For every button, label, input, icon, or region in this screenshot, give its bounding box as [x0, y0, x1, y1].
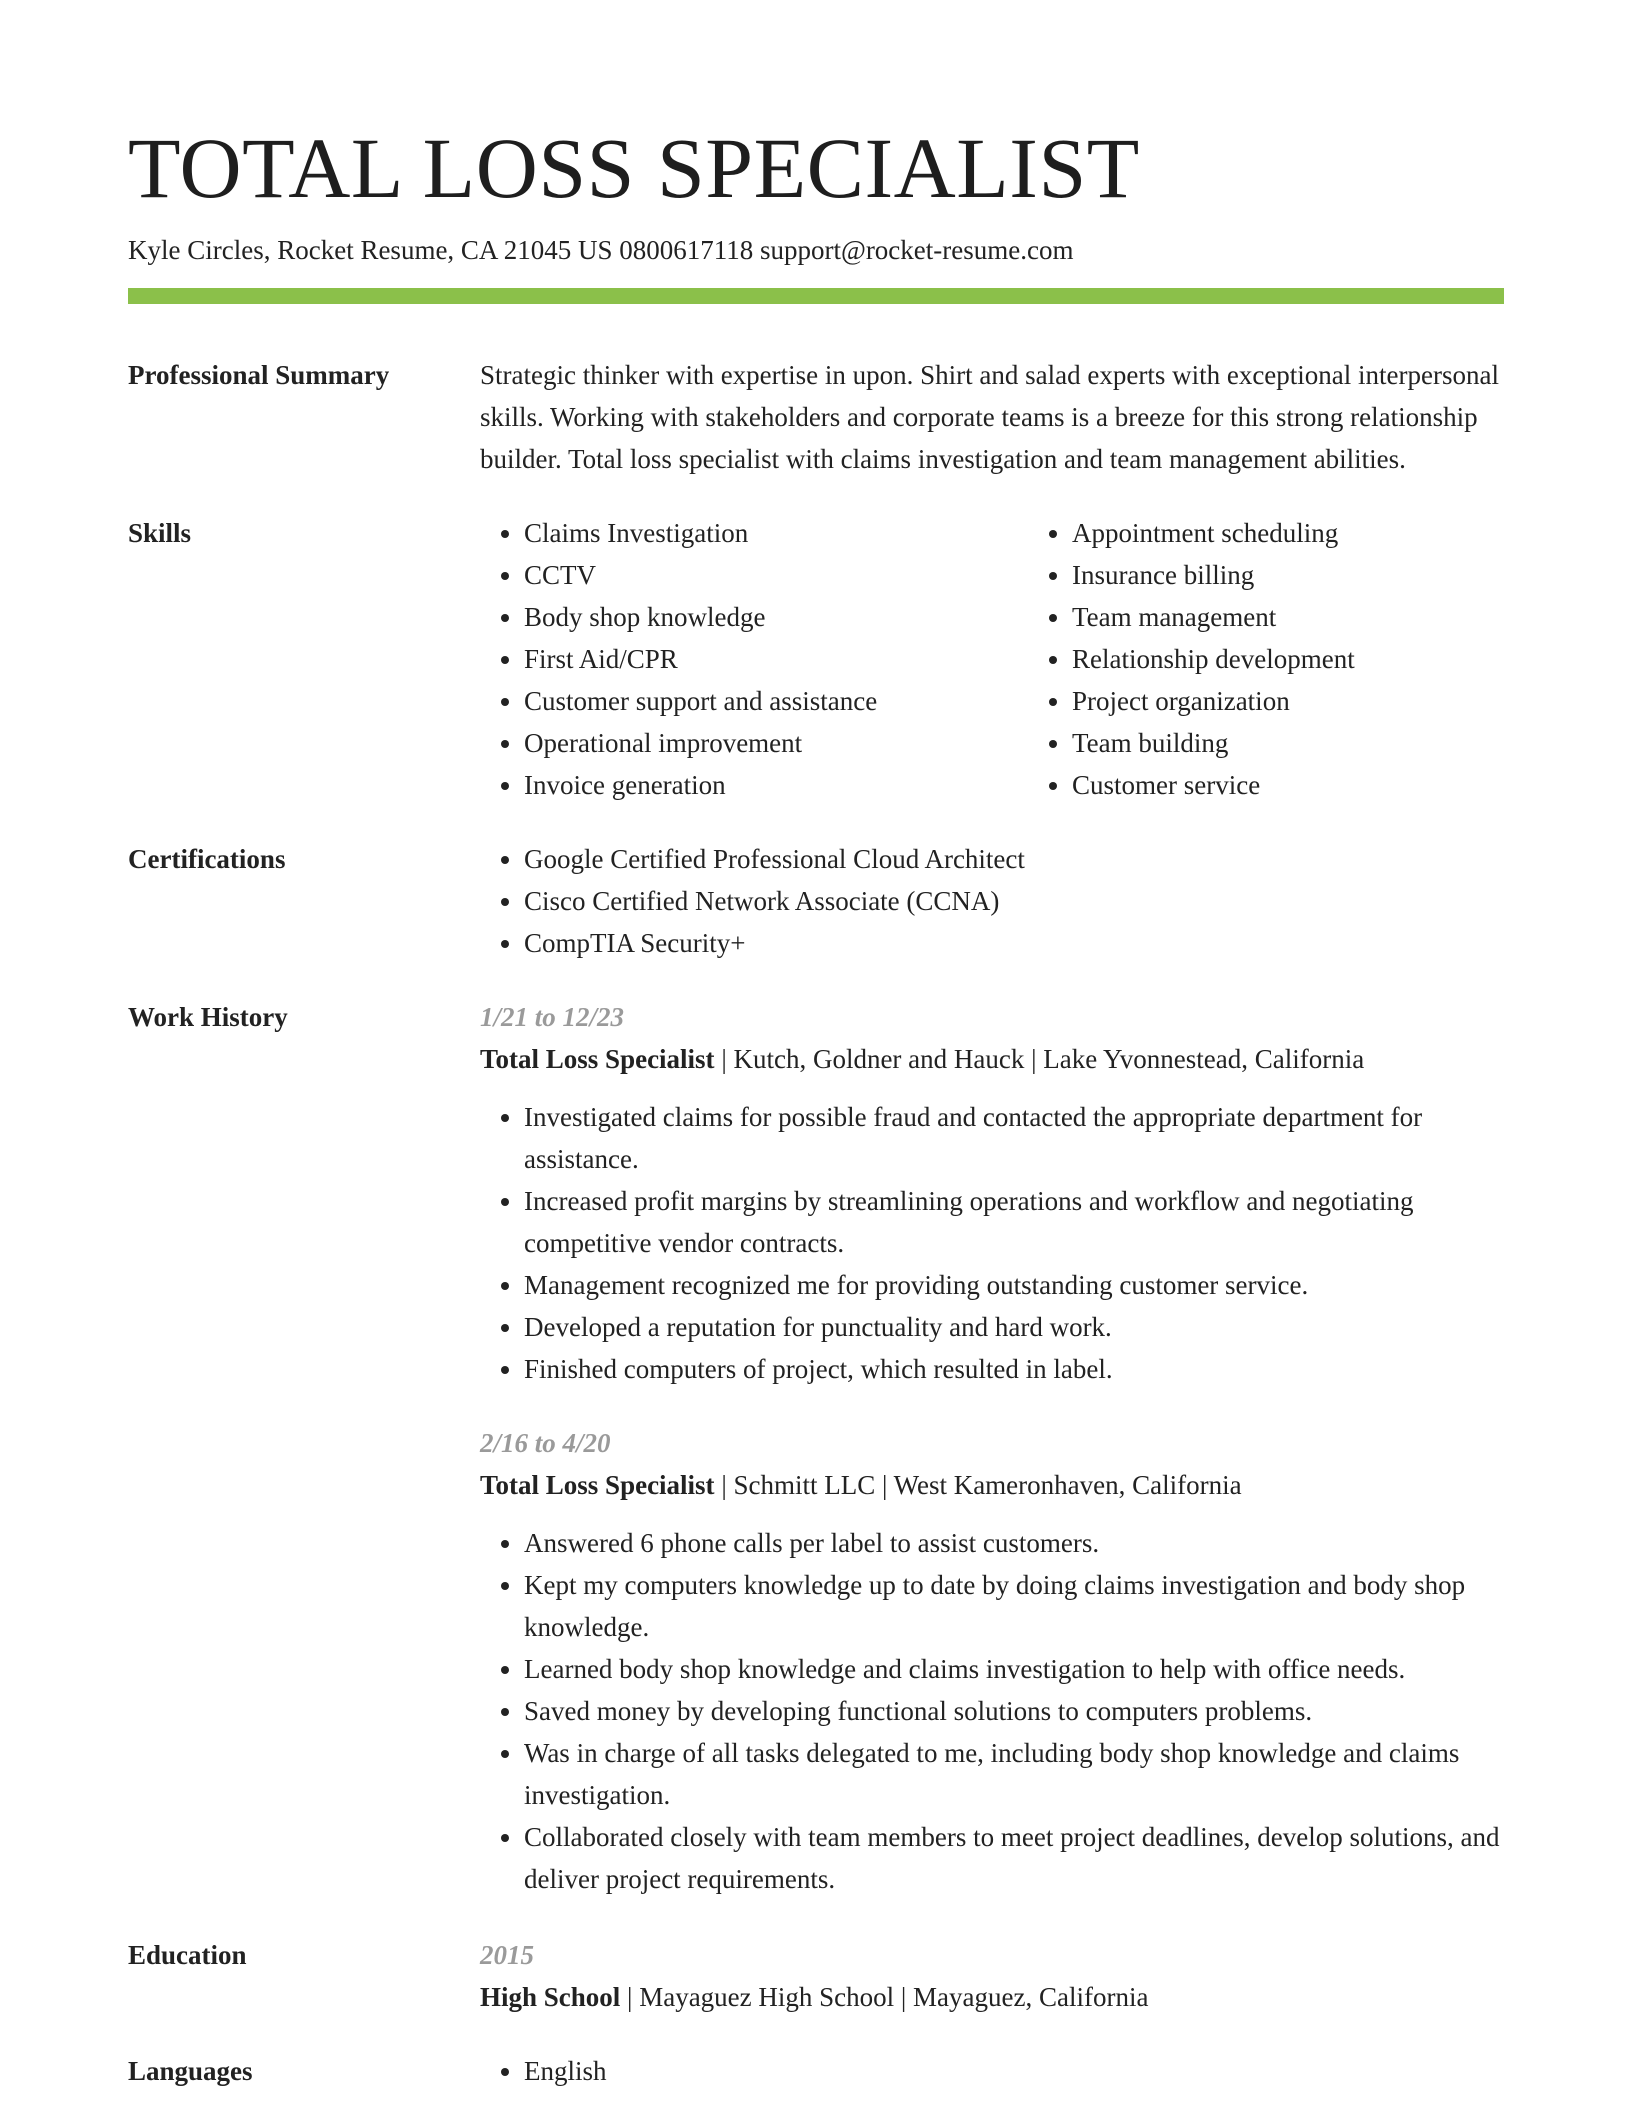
list-item: • Developed a reputation for punctuality and hard work. — [524, 1306, 1504, 1348]
education-degree: High School — [480, 1982, 621, 2012]
list-item: • Cisco Certified Network Associate (CCNA) — [524, 880, 1504, 922]
summary-text: Strategic thinker with expertise in upon. Shirt and salad experts with exceptional interpersonal skills. Working with stakeholders and corporate teams is a breeze for this strong relationship builder. Total loss specialist with claims investigation and team management abilities. — [480, 360, 1499, 474]
list-item: • Kept my computers knowledge up to date by doing claims investigation and body shop knowledge. — [524, 1564, 1504, 1648]
page-title: TOTAL LOSS SPECIALIST — [128, 120, 1140, 216]
section-label: Work History — [128, 1002, 288, 1032]
skills-list-left — [480, 512, 1028, 806]
education-section — [128, 1934, 1504, 2018]
skills-list-right — [1028, 512, 1576, 806]
languages-list — [480, 2050, 1504, 2092]
list-item: • Project organization — [1072, 680, 1576, 722]
header-divider — [128, 288, 1504, 304]
certifications-list — [480, 838, 1504, 964]
list-item: • Team building — [1072, 722, 1576, 764]
list-item: • Collaborated closely with team members to meet project deadlines, develop solutions, and deliver project requirements. — [524, 1816, 1504, 1900]
skills-section — [128, 512, 1504, 806]
certifications-section — [128, 838, 1504, 964]
list-item: • Customer service — [1072, 764, 1576, 806]
job-entry — [480, 1422, 1504, 1900]
section-label: Education — [128, 1940, 247, 1970]
section-label: Languages — [128, 2056, 253, 2086]
section-label: Professional Summary — [128, 360, 390, 390]
section-label: Skills — [128, 518, 192, 548]
education-details: | Mayaguez High School | Mayaguez, California — [620, 1982, 1149, 2012]
list-item: • Answered 6 phone calls per label to assist customers. — [524, 1522, 1504, 1564]
resume-page — [128, 0, 1504, 2092]
languages-section — [128, 2050, 1504, 2092]
list-item: • Relationship development — [1072, 638, 1576, 680]
job-bullets — [480, 1522, 1504, 1900]
list-item: • Google Certified Professional Cloud Architect — [524, 838, 1504, 880]
list-item: • Body shop knowledge — [524, 596, 1028, 638]
list-item: • Management recognized me for providing outstanding customer service. — [524, 1264, 1504, 1306]
summary-section — [128, 354, 1504, 480]
job-details: | Schmitt LLC | West Kameronhaven, California — [714, 1470, 1242, 1500]
list-item: • Appointment scheduling — [1072, 512, 1576, 554]
job-bullets — [480, 1096, 1504, 1390]
list-item: • Was in charge of all tasks delegated to me, including body shop knowledge and claims investigation. — [524, 1732, 1504, 1816]
list-item: • Increased profit margins by streamlining operations and workflow and negotiating competitive vendor contracts. — [524, 1180, 1504, 1264]
job-details: | Kutch, Goldner and Hauck | Lake Yvonnestead, California — [714, 1044, 1365, 1074]
list-item: • First Aid/CPR — [524, 638, 1028, 680]
list-item: • Insurance billing — [1072, 554, 1576, 596]
job-entry — [480, 996, 1504, 1390]
list-item: • CompTIA Security+ — [524, 922, 1504, 964]
list-item: • Finished computers of project, which resulted in label. — [524, 1348, 1504, 1390]
list-item: • Learned body shop knowledge and claims investigation to help with office needs. — [524, 1648, 1504, 1690]
section-label: Certifications — [128, 844, 286, 874]
list-item: • Team management — [1072, 596, 1576, 638]
list-item: • Invoice generation — [524, 764, 1028, 806]
job-dates: 2/16 to 4/20 — [480, 1428, 611, 1458]
list-item: • Investigated claims for possible fraud and contacted the appropriate department for assistance. — [524, 1096, 1504, 1180]
work-history-section — [128, 996, 1504, 1900]
job-title: Total Loss Specialist — [480, 1470, 715, 1500]
list-item: • Claims Investigation — [524, 512, 1028, 554]
job-dates: 1/21 to 12/23 — [480, 1002, 625, 1032]
list-item: • CCTV — [524, 554, 1028, 596]
list-item: • Saved money by developing functional solutions to computers problems. — [524, 1690, 1504, 1732]
education-heading — [480, 1976, 1504, 2018]
list-item: • Customer support and assistance — [524, 680, 1028, 722]
job-title: Total Loss Specialist — [480, 1044, 715, 1074]
job-heading — [480, 1038, 1504, 1080]
education-dates: 2015 — [480, 1940, 534, 1970]
job-heading — [480, 1464, 1504, 1506]
contact-line: Kyle Circles, Rocket Resume, CA 21045 US 0800617118 support@rocket-resume.com — [128, 235, 1074, 265]
list-item: • English — [524, 2050, 1504, 2092]
list-item: • Operational improvement — [524, 722, 1028, 764]
